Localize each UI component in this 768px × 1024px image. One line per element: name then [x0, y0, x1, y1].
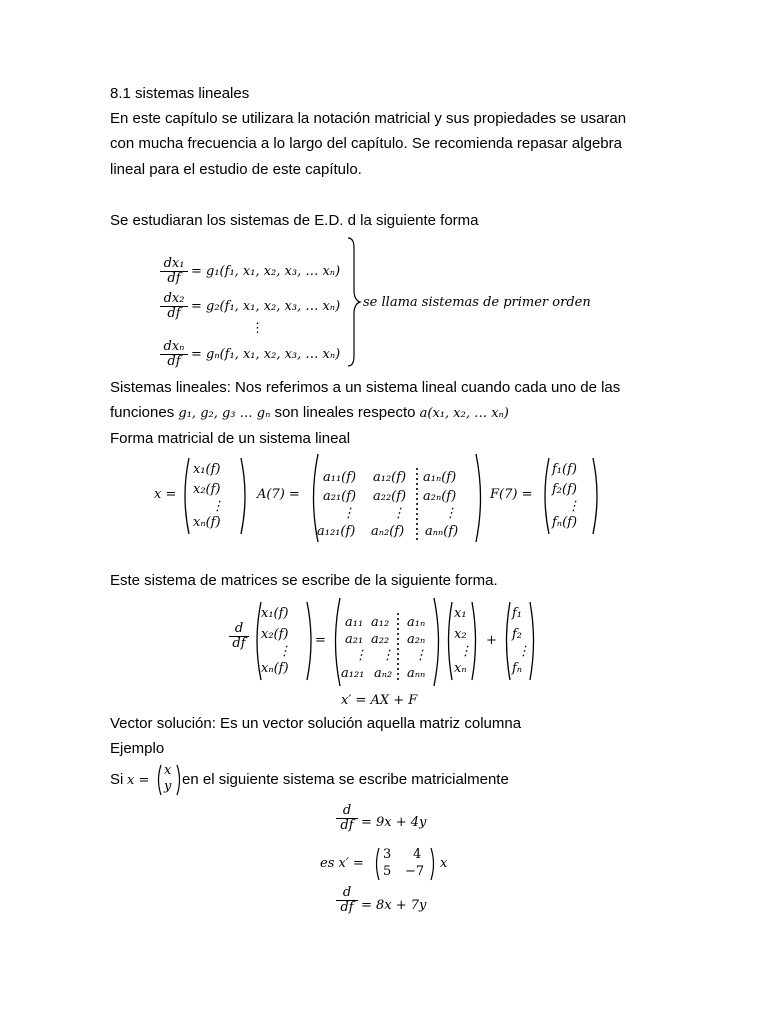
example-rhs-2: = 8x + 7y	[361, 898, 427, 913]
system-text: Este sistema de matrices se escribe de la siguiente forma.	[110, 572, 498, 589]
eq2-a-n2: aₙ₂	[374, 666, 393, 681]
eq2-a-1n: a₁ₙ	[407, 615, 426, 630]
a-equals: A(7) =	[257, 487, 300, 502]
intro-line-2: con mucha frecuencia a lo largo del capítulo. Se recomienda repasar algebra	[110, 135, 622, 152]
eq2-fvec-n: fₙ	[512, 661, 523, 676]
example-es: es x′ =	[320, 856, 364, 871]
a-cell-nn: aₙₙ(f)	[425, 524, 459, 539]
system-note: se llama sistemas de primer orden	[363, 295, 591, 310]
fraction-denominator: df	[167, 354, 181, 369]
text-fragment: son lineales respecto	[270, 404, 420, 421]
equation-rhs-1: = g₁(f₁, x₁, x₂, x₃, … xₙ)	[191, 264, 341, 279]
fraction-denominator: df	[340, 900, 354, 915]
linear-line-2	[110, 403, 509, 424]
eq2-a-121: a₁₂₁	[341, 666, 365, 681]
eq2-x-dots: ⋮	[278, 644, 291, 659]
a-cell-21: a₂₁(f)	[323, 489, 357, 504]
eq2-a-22: a₂₂	[371, 632, 390, 647]
f-col-1: f₁(f)	[552, 462, 577, 477]
eq2-a-dots-3: ⋮	[414, 648, 427, 663]
fraction-numerator: d	[336, 804, 358, 819]
intro-line-3: lineal para el estudio de este capítulo.	[110, 161, 362, 178]
linear-line-1: Sistemas lineales: Nos referimos a un sistema lineal cuando cada uno de las	[110, 379, 621, 396]
x-equals: x =	[154, 487, 177, 502]
a-cell-22: a₂₂(f)	[373, 489, 407, 504]
f-col-dots: ⋮	[567, 499, 580, 514]
study-line: Se estudiaran los sistemas de E.D. d la siguiente forma	[110, 212, 479, 229]
a-dots-2: ⋮	[392, 506, 405, 521]
fraction-numerator: dx₁	[160, 257, 188, 272]
a-cell-n2: aₙ₂(f)	[371, 524, 405, 539]
eq2-a-11: a₁₁	[345, 615, 364, 630]
f-equals: F(7) =	[490, 487, 533, 502]
eq2-x-2: x₂(f)	[261, 627, 289, 642]
eq2-xvec-1: x₁	[454, 606, 467, 621]
a-cell-1n: a₁ₙ(f)	[423, 470, 457, 485]
eq2-equals: =	[315, 633, 326, 648]
fraction-denominator: df	[340, 818, 354, 833]
example-m21: 5	[383, 864, 392, 879]
fraction-numerator: dxₙ	[160, 340, 188, 355]
intro-line-1: En este capítulo se utilizara la notación matricial y sus propiedades se usaran	[110, 110, 627, 127]
fraction-d-df	[229, 622, 249, 651]
fraction-denominator: df	[167, 271, 181, 286]
equation-rhs-n: = gₙ(f₁, x₁, x₂, x₃, … xₙ)	[191, 347, 341, 362]
x-col-1: x₁(f)	[193, 462, 221, 477]
eq2-x-1: x₁(f)	[261, 606, 289, 621]
fraction-denominator: df	[167, 306, 181, 321]
fraction-d-df	[336, 804, 358, 833]
f-col-n: fₙ(f)	[552, 515, 578, 530]
equation-rhs-2: = g₂(f₁, x₁, x₂, x₃, … xₙ)	[191, 299, 341, 314]
compact-equation: x′ = AX + F	[341, 693, 418, 708]
f-col-2: f₂(f)	[552, 482, 577, 497]
eq2-plus: +	[486, 633, 497, 648]
eq2-a-21: a₂₁	[345, 632, 364, 647]
a-cell-2n: a₂ₙ(f)	[423, 489, 457, 504]
fraction-dx1-df	[160, 257, 188, 286]
section-heading: 8.1 sistemas lineales	[110, 85, 250, 102]
example-rhs-1: = 9x + 4y	[361, 815, 427, 830]
vector-solution: Vector solución: Es un vector solución aquella matriz columna	[110, 715, 522, 732]
eq2-a-separator-1	[395, 611, 401, 683]
example-after-x: x	[440, 856, 448, 871]
eq2-xvec-dots: ⋮	[459, 644, 472, 659]
eq2-a-dots-1: ⋮	[354, 648, 367, 663]
fraction-dx2-df	[160, 292, 188, 321]
text-fragment: funciones	[110, 404, 179, 421]
eq2-fvec-1: f₁	[512, 606, 523, 621]
example-vector-x: x	[164, 763, 172, 778]
fraction-numerator: d	[229, 622, 249, 637]
vertical-ellipsis: ⋮	[251, 321, 264, 336]
x-col-dots: ⋮	[211, 499, 224, 514]
example-m22: −7	[405, 864, 425, 879]
a-cell-121: a₁₂₁(f)	[317, 524, 356, 539]
example-m11: 3	[383, 847, 392, 862]
a-dots-1: ⋮	[342, 506, 355, 521]
fraction-dxn-df	[160, 340, 188, 369]
a-cell-12: a₁₂(f)	[373, 470, 407, 485]
example-x-equals: x =	[127, 773, 150, 788]
example-title: Ejemplo	[110, 740, 165, 757]
eq2-fvec-2: f₂	[512, 627, 523, 642]
example-si: Si	[110, 771, 124, 788]
eq2-xvec-2: x₂	[454, 627, 467, 642]
matrix-form-title: Forma matricial de un sistema lineal	[110, 430, 351, 447]
math-variables: a(x₁, x₂, … xₙ)	[419, 406, 509, 421]
eq2-a-2n: a₂ₙ	[407, 632, 426, 647]
a-cell-11: a₁₁(f)	[323, 470, 357, 485]
example-vector-y: y	[164, 779, 172, 794]
a-dots-3: ⋮	[444, 506, 457, 521]
eq2-a-12: a₁₂	[371, 615, 390, 630]
example-tail: en el siguiente sistema se escribe matricialmente	[182, 771, 509, 788]
a-matrix-separator	[414, 466, 420, 542]
math-functions: g₁, g₂, g₃ … gₙ	[178, 406, 271, 421]
x-col-2: x₂(f)	[193, 482, 221, 497]
fraction-numerator: d	[336, 886, 358, 901]
fraction-denominator: df	[232, 636, 246, 651]
x-col-n: xₙ(f)	[193, 515, 221, 530]
eq2-a-dots-2: ⋮	[381, 648, 394, 663]
fraction-d-df-2	[336, 886, 358, 915]
right-brace	[345, 236, 365, 368]
eq2-fvec-dots: ⋮	[517, 644, 530, 659]
eq2-a-nn: aₙₙ	[407, 666, 426, 681]
fraction-numerator: dx₂	[160, 292, 188, 307]
example-m12: 4	[413, 847, 422, 862]
eq2-x-n: xₙ(f)	[261, 661, 289, 676]
eq2-xvec-n: xₙ	[454, 661, 467, 676]
